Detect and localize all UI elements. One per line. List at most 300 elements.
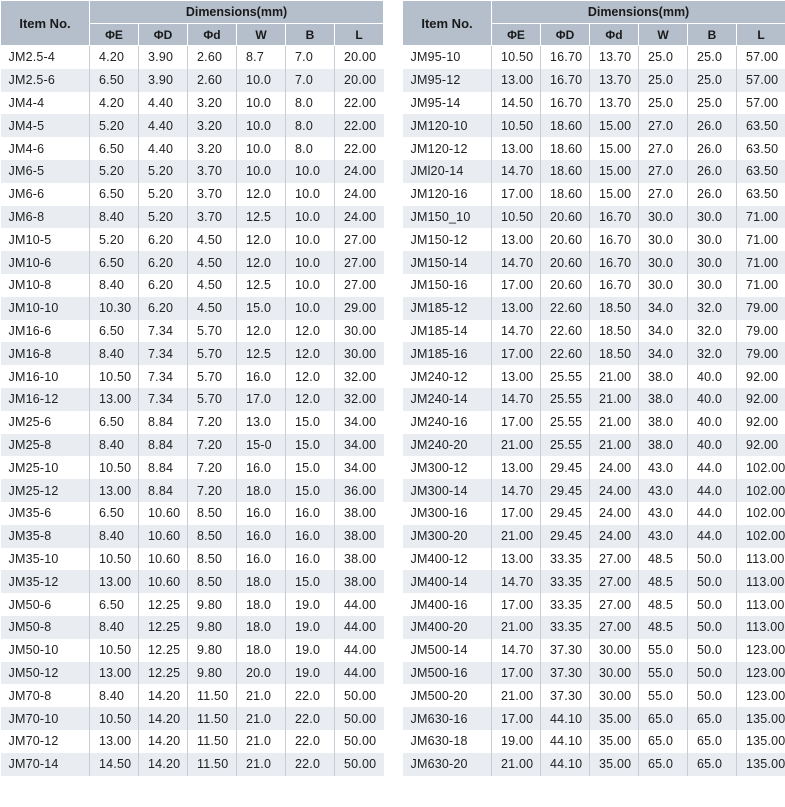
b-cell: 44.0 <box>688 479 737 502</box>
oe-cell: 17.00 <box>492 707 541 730</box>
l-cell: 71.00 <box>737 251 785 274</box>
w-cell: 55.0 <box>639 662 688 685</box>
od-outer-cell: 20.60 <box>541 251 590 274</box>
w-cell: 43.0 <box>639 502 688 525</box>
b-cell: 30.0 <box>688 274 737 297</box>
od-outer-cell: 18.60 <box>541 183 590 206</box>
l-cell: 44.00 <box>335 616 384 639</box>
od-outer-cell: 4.40 <box>139 114 188 137</box>
item-no-cell: JM120-12 <box>403 137 492 160</box>
od-outer-cell: 6.20 <box>139 274 188 297</box>
od-outer-cell: 18.60 <box>541 114 590 137</box>
od-inner-cell: 7.20 <box>188 479 237 502</box>
oe-cell: 8.40 <box>90 274 139 297</box>
od-outer-cell: 10.60 <box>139 502 188 525</box>
b-cell: 22.0 <box>286 730 335 753</box>
b-cell: 7.0 <box>286 46 335 69</box>
w-cell: 30.0 <box>639 206 688 229</box>
od-outer-cell: 5.20 <box>139 206 188 229</box>
oe-cell: 13.00 <box>90 730 139 753</box>
od-outer-cell: 7.34 <box>139 388 188 411</box>
col-header-l: L <box>737 24 785 46</box>
od-outer-cell: 6.20 <box>139 251 188 274</box>
table-row <box>1 434 384 457</box>
od-inner-cell: 4.50 <box>188 297 237 320</box>
od-outer-cell: 25.55 <box>541 411 590 434</box>
od-outer-cell: 14.20 <box>139 707 188 730</box>
item-no-cell: JM70-12 <box>1 730 90 753</box>
item-no-cell: JM25-8 <box>1 434 90 457</box>
od-outer-cell: 12.25 <box>139 593 188 616</box>
w-cell: 12.5 <box>237 342 286 365</box>
table-row <box>1 320 384 343</box>
od-inner-cell: 13.70 <box>590 69 639 92</box>
l-cell: 57.00 <box>737 69 785 92</box>
table-row <box>1 730 384 753</box>
b-cell: 44.0 <box>688 502 737 525</box>
w-cell: 65.0 <box>639 753 688 776</box>
od-outer-cell: 29.45 <box>541 479 590 502</box>
w-cell: 18.0 <box>237 570 286 593</box>
oe-cell: 10.50 <box>492 114 541 137</box>
table-row <box>403 411 785 434</box>
table-row <box>1 456 384 479</box>
b-cell: 22.0 <box>286 707 335 730</box>
od-inner-cell: 11.50 <box>188 707 237 730</box>
w-cell: 12.0 <box>237 320 286 343</box>
col-header-w: W <box>639 24 688 46</box>
l-cell: 63.50 <box>737 137 785 160</box>
od-outer-cell: 33.35 <box>541 616 590 639</box>
od-inner-cell: 24.00 <box>590 456 639 479</box>
item-no-cell: JM240-12 <box>403 365 492 388</box>
col-header-l: L <box>335 24 384 46</box>
oe-cell: 13.00 <box>90 388 139 411</box>
od-inner-cell: 21.00 <box>590 411 639 434</box>
dimensions-header: Dimensions(mm) <box>90 1 384 24</box>
od-inner-cell: 27.00 <box>590 570 639 593</box>
l-cell: 29.00 <box>335 297 384 320</box>
od-outer-cell: 37.30 <box>541 639 590 662</box>
b-cell: 22.0 <box>286 753 335 776</box>
item-no-cell: JM2.5-6 <box>1 69 90 92</box>
od-outer-cell: 10.60 <box>139 548 188 571</box>
od-outer-cell: 10.60 <box>139 570 188 593</box>
w-cell: 16.0 <box>237 548 286 571</box>
l-cell: 38.00 <box>335 548 384 571</box>
table-row <box>1 92 384 115</box>
l-cell: 20.00 <box>335 46 384 69</box>
oe-cell: 13.00 <box>492 297 541 320</box>
table-row <box>403 160 785 183</box>
od-outer-cell: 8.84 <box>139 411 188 434</box>
b-cell: 16.0 <box>286 548 335 571</box>
oe-cell: 6.50 <box>90 320 139 343</box>
item-no-cell: JM400-20 <box>403 616 492 639</box>
w-cell: 65.0 <box>639 707 688 730</box>
w-cell: 34.0 <box>639 320 688 343</box>
l-cell: 92.00 <box>737 388 785 411</box>
table-row <box>403 753 785 776</box>
b-cell: 40.0 <box>688 411 737 434</box>
w-cell: 48.5 <box>639 570 688 593</box>
dimensions-header: Dimensions(mm) <box>492 1 785 24</box>
item-no-cell: JM400-12 <box>403 548 492 571</box>
oe-cell: 14.70 <box>492 251 541 274</box>
item-no-cell: JM4-5 <box>1 114 90 137</box>
w-cell: 12.5 <box>237 206 286 229</box>
od-outer-cell: 12.25 <box>139 616 188 639</box>
od-outer-cell: 5.20 <box>139 183 188 206</box>
w-cell: 43.0 <box>639 479 688 502</box>
b-cell: 50.0 <box>688 593 737 616</box>
od-inner-cell: 21.00 <box>590 434 639 457</box>
b-cell: 40.0 <box>688 434 737 457</box>
oe-cell: 17.00 <box>492 183 541 206</box>
od-outer-cell: 22.60 <box>541 297 590 320</box>
od-outer-cell: 3.90 <box>139 69 188 92</box>
od-outer-cell: 29.45 <box>541 502 590 525</box>
b-cell: 26.0 <box>688 114 737 137</box>
w-cell: 20.0 <box>237 662 286 685</box>
w-cell: 27.0 <box>639 183 688 206</box>
b-cell: 15.0 <box>286 456 335 479</box>
table-row <box>1 593 384 616</box>
od-outer-cell: 14.20 <box>139 753 188 776</box>
table-row <box>403 46 785 69</box>
od-outer-cell: 20.60 <box>541 228 590 251</box>
b-cell: 16.0 <box>286 502 335 525</box>
table-row <box>1 365 384 388</box>
item-no-cell: JM630-18 <box>403 730 492 753</box>
b-cell: 10.0 <box>286 183 335 206</box>
w-cell: 48.5 <box>639 593 688 616</box>
item-no-cell: JM500-14 <box>403 639 492 662</box>
w-cell: 34.0 <box>639 297 688 320</box>
l-cell: 20.00 <box>335 69 384 92</box>
w-cell: 10.0 <box>237 114 286 137</box>
item-no-cell: JM185-12 <box>403 297 492 320</box>
item-no-cell: JM10-5 <box>1 228 90 251</box>
b-cell: 10.0 <box>286 297 335 320</box>
table-row <box>1 274 384 297</box>
oe-cell: 13.00 <box>90 570 139 593</box>
l-cell: 30.00 <box>335 320 384 343</box>
table-row <box>403 297 785 320</box>
od-inner-cell: 7.20 <box>188 434 237 457</box>
od-inner-cell: 15.00 <box>590 114 639 137</box>
table-row <box>403 639 785 662</box>
table-row <box>1 206 384 229</box>
od-inner-cell: 27.00 <box>590 593 639 616</box>
col-header-oe: ΦE <box>492 24 541 46</box>
od-outer-cell: 29.45 <box>541 456 590 479</box>
table-row <box>403 707 785 730</box>
table-row <box>1 411 384 434</box>
table-body-left <box>1 46 384 776</box>
item-no-cell: JM630-16 <box>403 707 492 730</box>
table-row <box>403 206 785 229</box>
w-cell: 27.0 <box>639 137 688 160</box>
b-cell: 8.0 <box>286 137 335 160</box>
w-cell: 21.0 <box>237 753 286 776</box>
l-cell: 63.50 <box>737 114 785 137</box>
od-outer-cell: 18.60 <box>541 160 590 183</box>
oe-cell: 14.50 <box>90 753 139 776</box>
b-cell: 8.0 <box>286 114 335 137</box>
table-row <box>403 92 785 115</box>
od-inner-cell: 3.70 <box>188 183 237 206</box>
w-cell: 38.0 <box>639 411 688 434</box>
od-inner-cell: 18.50 <box>590 297 639 320</box>
od-inner-cell: 5.70 <box>188 342 237 365</box>
od-outer-cell: 33.35 <box>541 570 590 593</box>
b-cell: 25.0 <box>688 46 737 69</box>
oe-cell: 14.70 <box>492 388 541 411</box>
oe-cell: 10.50 <box>90 365 139 388</box>
od-inner-cell: 4.50 <box>188 274 237 297</box>
oe-cell: 17.00 <box>492 662 541 685</box>
w-cell: 38.0 <box>639 365 688 388</box>
od-inner-cell: 15.00 <box>590 137 639 160</box>
od-outer-cell: 18.60 <box>541 137 590 160</box>
l-cell: 22.00 <box>335 92 384 115</box>
table-row <box>403 183 785 206</box>
l-cell: 113.00 <box>737 616 785 639</box>
oe-cell: 21.00 <box>492 753 541 776</box>
w-cell: 27.0 <box>639 160 688 183</box>
b-cell: 10.0 <box>286 160 335 183</box>
w-cell: 18.0 <box>237 593 286 616</box>
table-row <box>1 228 384 251</box>
od-inner-cell: 13.70 <box>590 92 639 115</box>
l-cell: 113.00 <box>737 593 785 616</box>
l-cell: 44.00 <box>335 662 384 685</box>
od-inner-cell: 3.70 <box>188 206 237 229</box>
item-no-cell: JM25-6 <box>1 411 90 434</box>
l-cell: 123.00 <box>737 662 785 685</box>
oe-cell: 21.00 <box>492 616 541 639</box>
b-cell: 50.0 <box>688 639 737 662</box>
l-cell: 50.00 <box>335 707 384 730</box>
od-inner-cell: 24.00 <box>590 479 639 502</box>
b-cell: 12.0 <box>286 365 335 388</box>
item-no-cell: JM185-16 <box>403 342 492 365</box>
table-row <box>403 684 785 707</box>
l-cell: 57.00 <box>737 92 785 115</box>
b-cell: 25.0 <box>688 69 737 92</box>
od-inner-cell: 18.50 <box>590 320 639 343</box>
od-inner-cell: 16.70 <box>590 228 639 251</box>
b-cell: 8.0 <box>286 92 335 115</box>
oe-cell: 21.00 <box>492 525 541 548</box>
od-outer-cell: 44.10 <box>541 753 590 776</box>
table-row <box>1 616 384 639</box>
table-row <box>403 502 785 525</box>
w-cell: 16.0 <box>237 525 286 548</box>
col-header-b: B <box>286 24 335 46</box>
item-no-cell: JM240-14 <box>403 388 492 411</box>
od-inner-cell: 4.50 <box>188 228 237 251</box>
l-cell: 102.00 <box>737 456 785 479</box>
table-row <box>1 639 384 662</box>
l-cell: 38.00 <box>335 525 384 548</box>
od-inner-cell: 3.20 <box>188 114 237 137</box>
od-inner-cell: 30.00 <box>590 639 639 662</box>
table-row <box>403 114 785 137</box>
l-cell: 24.00 <box>335 183 384 206</box>
od-inner-cell: 30.00 <box>590 662 639 685</box>
b-cell: 10.0 <box>286 274 335 297</box>
l-cell: 135.00 <box>737 707 785 730</box>
l-cell: 22.00 <box>335 114 384 137</box>
b-cell: 16.0 <box>286 525 335 548</box>
b-cell: 40.0 <box>688 388 737 411</box>
b-cell: 32.0 <box>688 342 737 365</box>
l-cell: 92.00 <box>737 411 785 434</box>
od-inner-cell: 8.50 <box>188 548 237 571</box>
l-cell: 32.00 <box>335 388 384 411</box>
od-inner-cell: 9.80 <box>188 593 237 616</box>
table-row <box>403 548 785 571</box>
w-cell: 38.0 <box>639 434 688 457</box>
l-cell: 57.00 <box>737 46 785 69</box>
col-header-od-outer: ΦD <box>541 24 590 46</box>
oe-cell: 10.50 <box>492 46 541 69</box>
item-no-cell: JM6-8 <box>1 206 90 229</box>
oe-cell: 13.00 <box>492 69 541 92</box>
oe-cell: 14.70 <box>492 160 541 183</box>
table-row <box>403 662 785 685</box>
item-no-cell: JM630-20 <box>403 753 492 776</box>
item-no-cell: JM95-12 <box>403 69 492 92</box>
oe-cell: 6.50 <box>90 251 139 274</box>
table-row <box>1 570 384 593</box>
table-row <box>1 753 384 776</box>
l-cell: 32.00 <box>335 365 384 388</box>
od-inner-cell: 11.50 <box>188 753 237 776</box>
oe-cell: 5.20 <box>90 160 139 183</box>
w-cell: 30.0 <box>639 251 688 274</box>
b-cell: 65.0 <box>688 730 737 753</box>
item-no-cell: JM240-16 <box>403 411 492 434</box>
od-inner-cell: 35.00 <box>590 707 639 730</box>
od-outer-cell: 7.34 <box>139 342 188 365</box>
w-cell: 15.0 <box>237 297 286 320</box>
l-cell: 71.00 <box>737 206 785 229</box>
oe-cell: 8.40 <box>90 616 139 639</box>
od-outer-cell: 3.90 <box>139 46 188 69</box>
l-cell: 92.00 <box>737 365 785 388</box>
item-no-cell: JM35-6 <box>1 502 90 525</box>
table-row <box>1 479 384 502</box>
w-cell: 43.0 <box>639 456 688 479</box>
od-inner-cell: 35.00 <box>590 730 639 753</box>
w-cell: 18.0 <box>237 639 286 662</box>
b-cell: 26.0 <box>688 183 737 206</box>
item-no-cell: JM4-4 <box>1 92 90 115</box>
od-outer-cell: 44.10 <box>541 730 590 753</box>
od-inner-cell: 4.50 <box>188 251 237 274</box>
b-cell: 10.0 <box>286 228 335 251</box>
od-outer-cell: 33.35 <box>541 593 590 616</box>
w-cell: 25.0 <box>639 69 688 92</box>
item-no-cell: JM4-6 <box>1 137 90 160</box>
item-no-cell: JM6-6 <box>1 183 90 206</box>
od-inner-cell: 21.00 <box>590 388 639 411</box>
table-row <box>1 297 384 320</box>
od-inner-cell: 9.80 <box>188 639 237 662</box>
od-outer-cell: 44.10 <box>541 707 590 730</box>
l-cell: 113.00 <box>737 548 785 571</box>
l-cell: 34.00 <box>335 411 384 434</box>
item-no-cell: JM150_10 <box>403 206 492 229</box>
oe-cell: 6.50 <box>90 69 139 92</box>
l-cell: 135.00 <box>737 753 785 776</box>
od-inner-cell: 35.00 <box>590 753 639 776</box>
l-cell: 102.00 <box>737 479 785 502</box>
b-cell: 30.0 <box>688 206 737 229</box>
l-cell: 50.00 <box>335 730 384 753</box>
b-cell: 12.0 <box>286 388 335 411</box>
oe-cell: 17.00 <box>492 274 541 297</box>
b-cell: 65.0 <box>688 707 737 730</box>
w-cell: 48.5 <box>639 548 688 571</box>
oe-cell: 10.50 <box>492 206 541 229</box>
oe-cell: 13.00 <box>90 662 139 685</box>
col-header-oe: ΦE <box>90 24 139 46</box>
od-inner-cell: 3.70 <box>188 160 237 183</box>
b-cell: 50.0 <box>688 548 737 571</box>
oe-cell: 6.50 <box>90 183 139 206</box>
oe-cell: 10.50 <box>90 707 139 730</box>
table-row <box>1 662 384 685</box>
b-cell: 44.0 <box>688 456 737 479</box>
item-no-cell: JM25-12 <box>1 479 90 502</box>
l-cell: 79.00 <box>737 342 785 365</box>
b-cell: 50.0 <box>688 684 737 707</box>
table-row <box>403 570 785 593</box>
oe-cell: 10.50 <box>90 548 139 571</box>
oe-cell: 8.40 <box>90 206 139 229</box>
l-cell: 71.00 <box>737 228 785 251</box>
od-outer-cell: 37.30 <box>541 662 590 685</box>
oe-cell: 6.50 <box>90 593 139 616</box>
b-cell: 15.0 <box>286 411 335 434</box>
l-cell: 34.00 <box>335 456 384 479</box>
od-inner-cell: 16.70 <box>590 251 639 274</box>
table-row <box>403 228 785 251</box>
table-row <box>403 479 785 502</box>
b-cell: 25.0 <box>688 92 737 115</box>
od-outer-cell: 22.60 <box>541 320 590 343</box>
item-no-cell: JM300-12 <box>403 456 492 479</box>
item-no-cell: JM50-10 <box>1 639 90 662</box>
od-outer-cell: 4.40 <box>139 92 188 115</box>
item-no-cell: JM16-6 <box>1 320 90 343</box>
od-outer-cell: 12.25 <box>139 662 188 685</box>
w-cell: 55.0 <box>639 684 688 707</box>
od-outer-cell: 10.60 <box>139 525 188 548</box>
item-no-cell: JM95-14 <box>403 92 492 115</box>
w-cell: 55.0 <box>639 639 688 662</box>
table-row <box>403 730 785 753</box>
w-cell: 48.5 <box>639 616 688 639</box>
item-no-cell: JM150-16 <box>403 274 492 297</box>
item-no-cell: JM10-6 <box>1 251 90 274</box>
b-cell: 50.0 <box>688 570 737 593</box>
od-outer-cell: 20.60 <box>541 206 590 229</box>
